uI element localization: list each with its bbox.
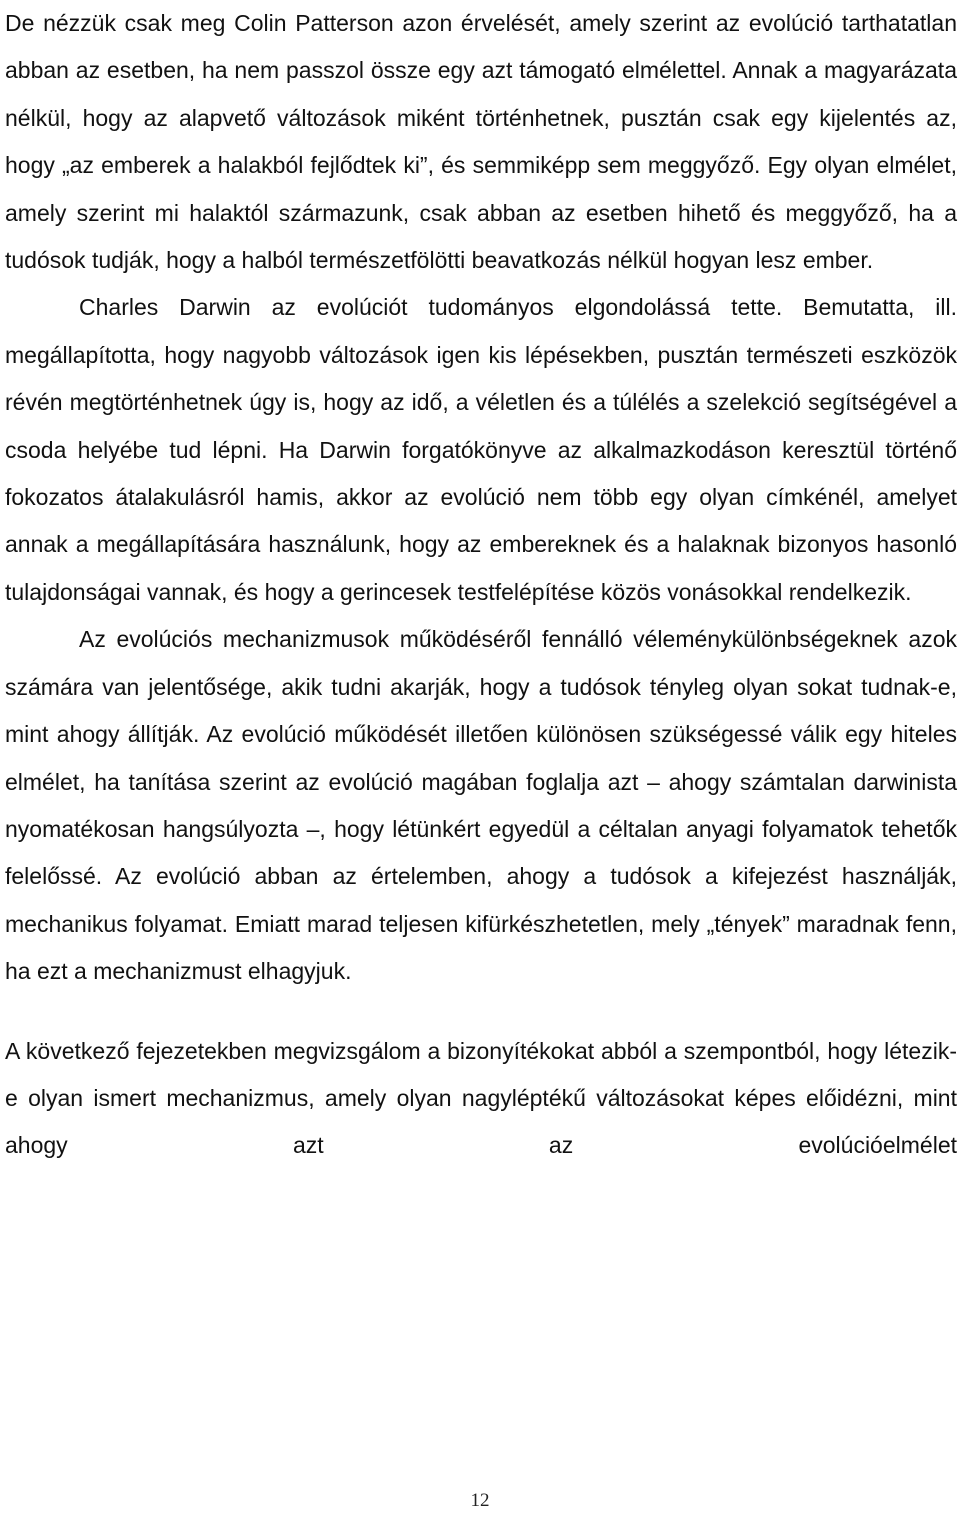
paragraph-patterson: De nézzük csak meg Colin Patterson azon érvelését, amely szerint az evolúció tarthatatlan abban az esetben, ha nem passzol össze egy azt támogató elmélettel. Annak a magyarázata nélkül, hogy az alapvető változások miként történhetnek, pusztán csak egy kijelentés az, hogy „az emberek a halakból fejlődtek ki”, és semmiképp sem meggyőző. Egy olyan elmélet, amely szerint mi halaktól származunk, csak abban az esetben hihető és meggyőző, ha a tudósok tudják, hogy a halból természetfölötti beavatkozás nélkül hogyan lesz ember.	[5, 10, 957, 274]
paragraph-mechanisms: Az evolúciós mechanizmusok működéséről fennálló véleménykülönbségeknek azok számára van jelentősége, akik tudni akarják, hogy a tudósok tényleg olyan sokat tudnak-e, mint ahogy állítják. Az evolúció működését illetően különösen szükségessé válik egy hiteles elmélet, ha tanítása szerint az evolúció magában foglalja azt – ahogy számtalan darwinista nyomatékosan hangsúlyozta –, hogy létünkért egyedül a céltalan anyagi folyamatok tehetők felelőssé. Az evolúció abban az értelemben, ahogy a tudósok a kifejezést használják, mechanikus folyamat. Emiatt marad teljesen kifürkészhetetlen, mely „tények” maradnak fenn, ha ezt a mechanizmust elhagyjuk.	[5, 626, 957, 985]
paragraph-spacer	[5, 996, 957, 1028]
paragraph-darwin: Charles Darwin az evolúciót tudományos elgondolássá tette. Bemutatta, ill. megállapította, hogy nagyobb változások igen kis lépésekben, pusztán természeti eszközök révén megtörténhetnek úgy is, hogy az idő, a véletlen és a túlélés a szelekció segítségével a csoda helyébe tud lépni. Ha Darwin forgatókönyve az alkalmazkodáson keresztül történő fokozatos átalakulásról hamis, akkor az evolúció nem több egy olyan címkénél, amelyet annak a megállapítására használunk, hogy az embereknek és a halaknak bizonyos hasonló tulajdonságai vannak, és hogy a gerincesek testfelépítése közös vonásokkal rendelkezik.	[5, 294, 957, 605]
document-page	[5, 0, 957, 1170]
paragraph-next-chapters: A következő fejezetekben megvizsgálom a bizonyítékokat abból a szempontból, hogy létezik-e olyan ismert mechanizmus, amely olyan nagyléptékű változásokat képes előidézni, mint ahogy azt az evolúcióelmélet	[5, 1037, 957, 1159]
page-number: 12	[470, 1490, 490, 1511]
